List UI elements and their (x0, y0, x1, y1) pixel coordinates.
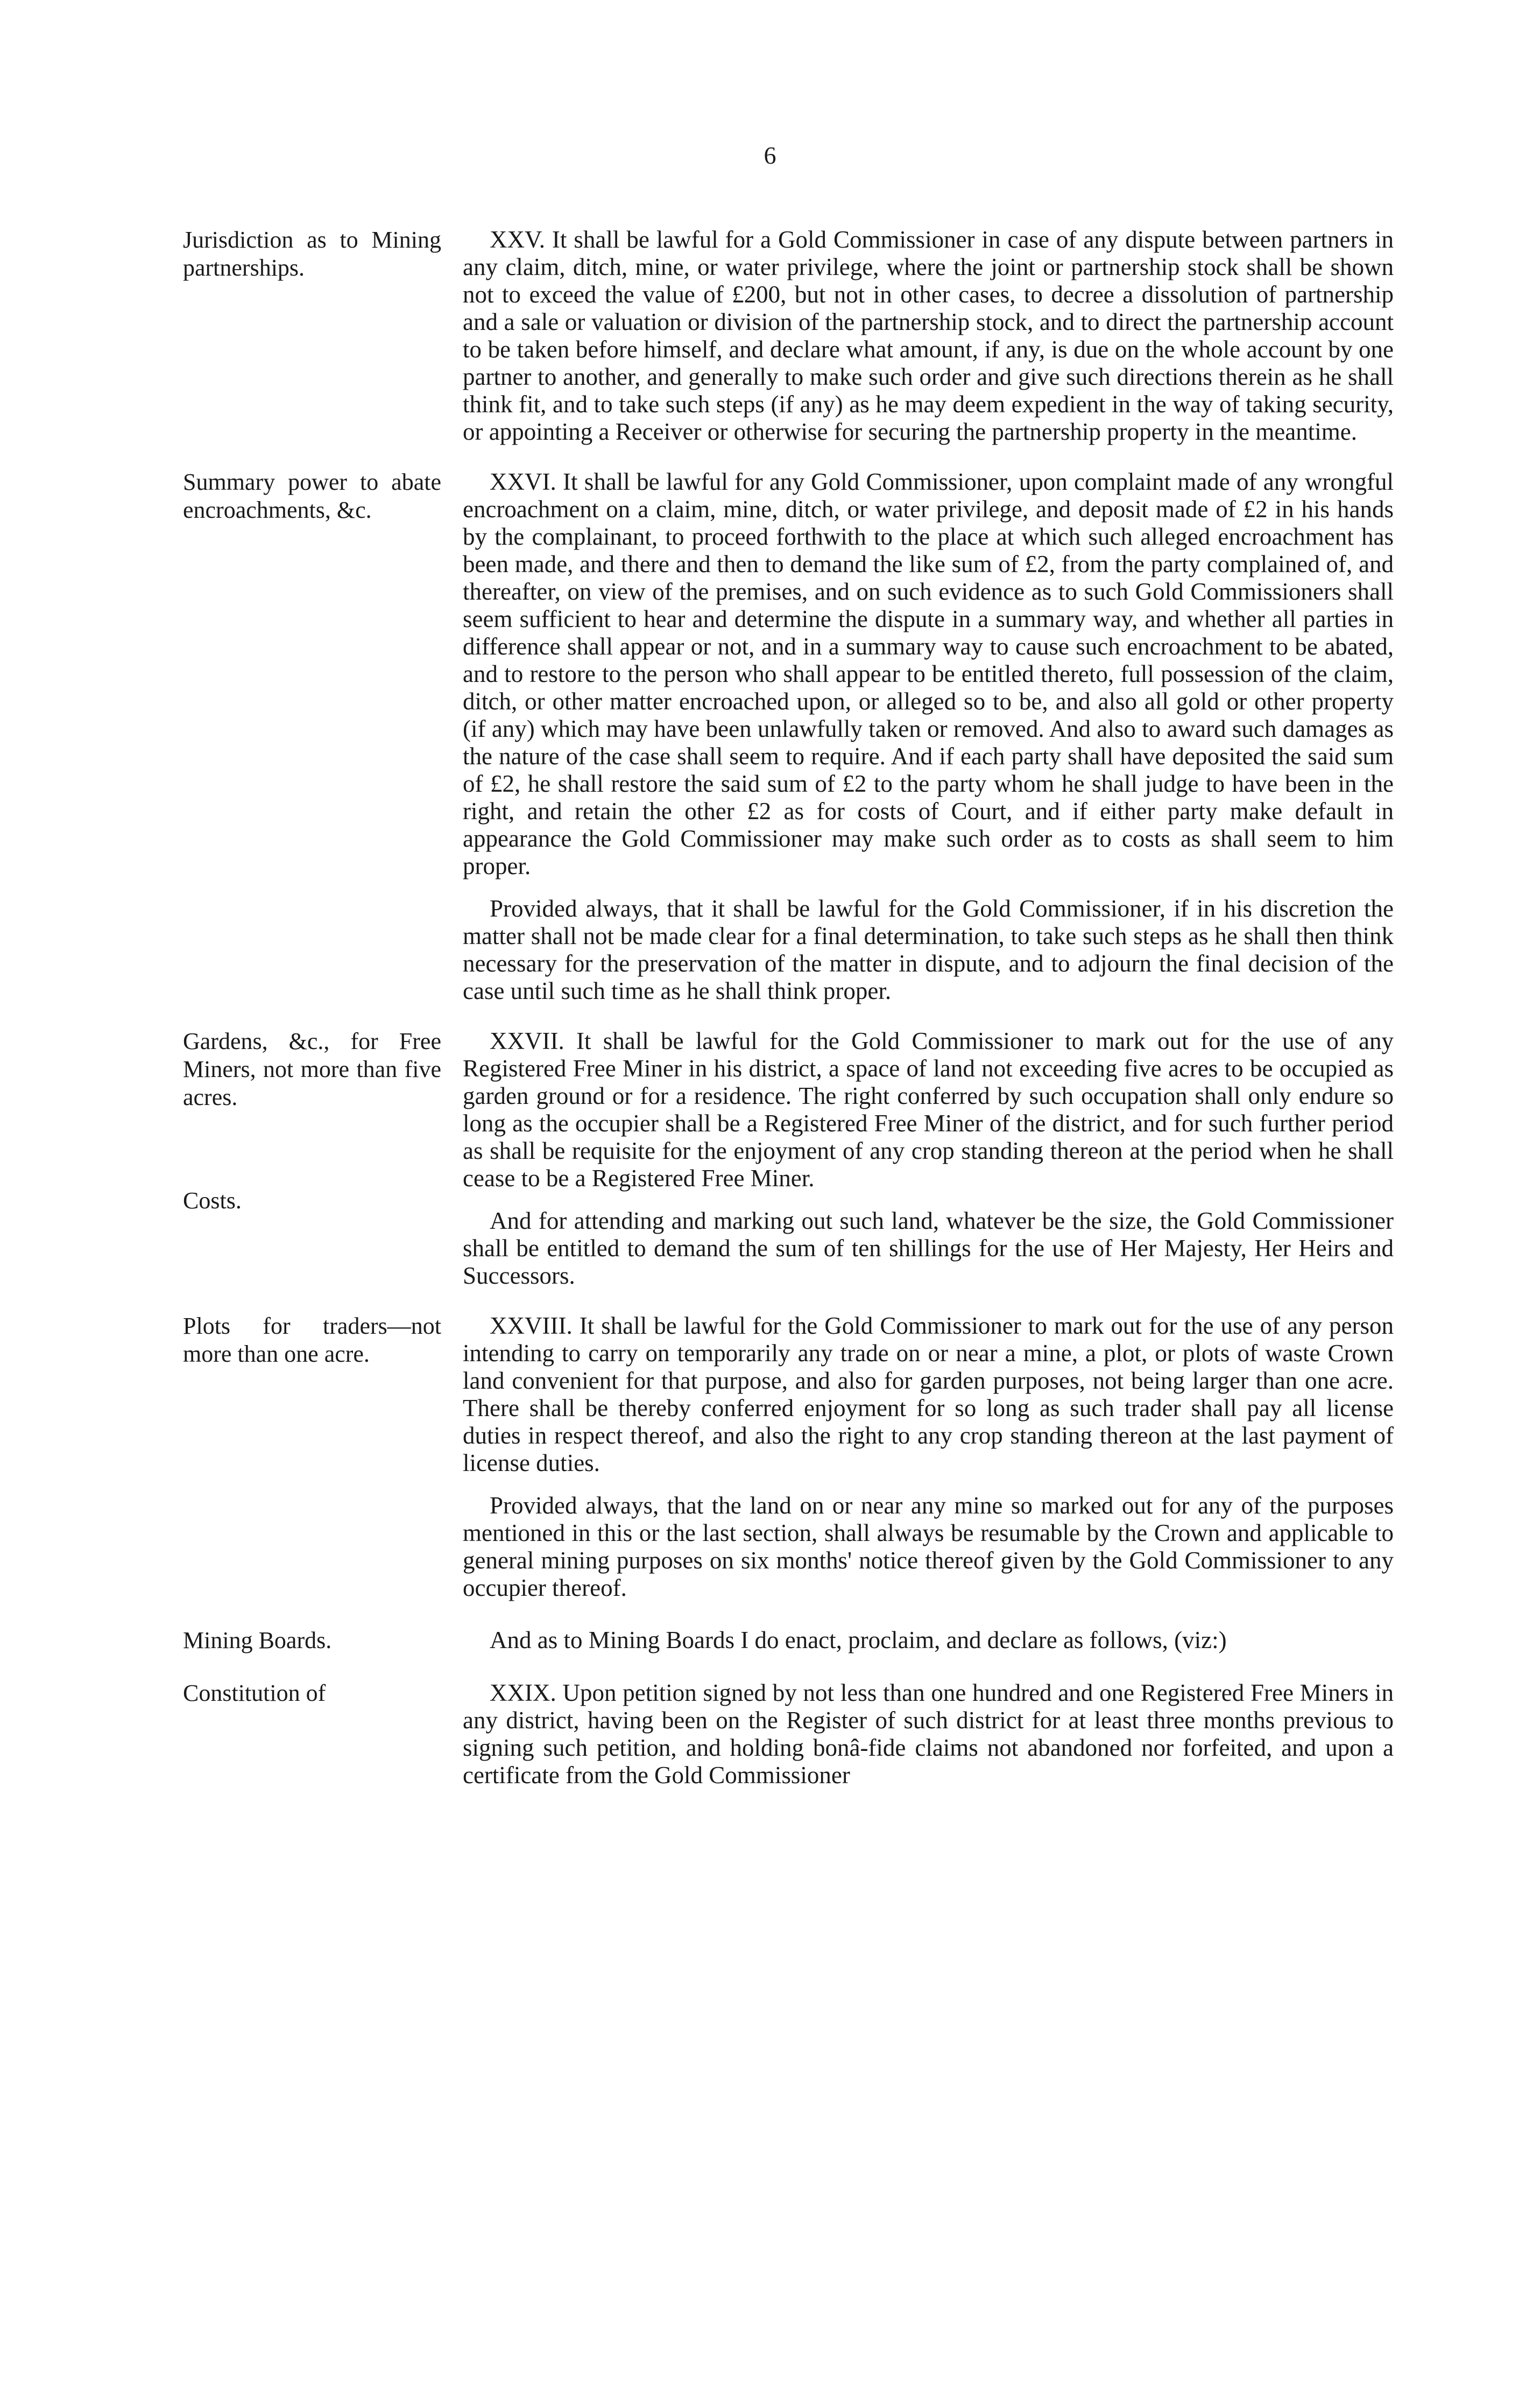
section-xxvii (183, 1027, 1394, 1290)
paragraph: And as to Mining Boards I do enact, proclaim, and declare as follows, (viz:) (490, 1627, 1227, 1653)
section-xxv (183, 226, 1394, 446)
section-xxviii (183, 1312, 1394, 1602)
margin-note: Constitution of (183, 1680, 326, 1706)
document-body (183, 226, 1394, 1789)
section-mining-boards (183, 1627, 1394, 1655)
margin-note: Jurisdiction as to Mining partnerships. (183, 227, 441, 281)
paragraph: XXV. It shall be lawful for a Gold Commissioner in case of any dispute between partners in any claim, ditch, mine, or water privilege, where the joint or partnership stock shall be shown not to exceed the value of £200, but not in other cases, to decree a dissolution of partnership and a sale or valuation or division of the partnership stock, and to direct the partnership account to be taken before himself, and declare what amount, if any, is due on the whole account by one partner to another, and generally to make such order and give such directions therein as he shall think fit, and to take such steps (if any) as he may deem expedient in the way of taking security, or appointing a Receiver or otherwise for securing the partnership property in the meantime. (463, 226, 1394, 445)
section-text (463, 1627, 1394, 1654)
page-number: 6 (764, 142, 776, 169)
margin-note: Plots for traders—not more than one acre. (183, 1313, 441, 1367)
paragraph: And for attending and marking out such land, whatever be the size, the Gold Commissioner shall be entitled to demand the sum of ten shillings for the use of Her Majesty, Her Heirs and Successors. (463, 1207, 1394, 1289)
margin-note: Mining Boards. (183, 1627, 332, 1653)
section-text (463, 226, 1394, 446)
margin-note: Summary power to abate encroachments, &c. (183, 469, 441, 523)
paragraph: XXVII. It shall be lawful for the Gold Commissioner to mark out for the use of any Registered Free Miner in his district, a space of land not exceeding five acres to be occupied as garden ground or for a residence. The right conferred by such occupation shall only endure so long as the occupier shall be a Registered Free Miner of the district, and for such further period as shall be requisite for the enjoyment of any crop standing thereon at the period when he shall cease to be a Registered Free Miner. (463, 1027, 1394, 1192)
section-text (463, 468, 1394, 1005)
paragraph: XXVI. It shall be lawful for any Gold Commissioner, upon complaint made of any wrongful encroachment on a claim, mine, ditch, or water privilege, and deposit made of £2 in his hands by the complainant, to proceed forthwith to the place at which such alleged encroachment has been made, and there and then to demand the like sum of £2, from the party complained of, and thereafter, on view of the premises, and on such evidence as to such Gold Commissioners shall seem sufficient to hear and determine the dispute in a summary way, and whether all parties in difference shall appear or not, and in a summary way to cause such encroachment to be abated, and to restore to the person who shall appear to be entitled thereto, full possession of the claim, ditch, or other matter encroached upon, or alleged so to be, and also all gold or other property (if any) which may have been unlawfully taken or removed. And also to award such damages as the nature of the case shall seem to require. And if each party shall have deposited the said sum of £2, he shall restore the said sum of £2 to the party whom he shall judge to have been in the right, and retain the other £2 as for costs of Court, and if either party make default in appearance the Gold Commissioner may make such order as to costs as shall seem to him proper. (463, 468, 1394, 879)
margin-note: Gardens, &c., for Free Miners, not more than five acres. (183, 1028, 441, 1110)
margin-note-costs: Costs. (183, 1187, 242, 1214)
paragraph: XXVIII. It shall be lawful for the Gold Commissioner to mark out for the use of any person intending to carry on temporarily any trade on or near a mine, a plot, or plots of waste Crown land convenient for that purpose, and also for garden purposes, not being larger than one acre. There shall be thereby conferred enjoyment for so long as such trader shall pay all license duties in respect thereof, and also the right to any crop standing thereon at the last payment of license duties. (463, 1312, 1394, 1476)
section-text (463, 1027, 1394, 1290)
paragraph: XXIX. Upon petition signed by not less than one hundred and one Registered Free Miners in any district, having been on the Register of such district for at least three months previous to signing such petition, and holding bonâ-fide claims not abandoned nor forfeited, and upon a certificate from the Gold Commissioner (463, 1679, 1394, 1789)
section-text (463, 1679, 1394, 1789)
section-text (463, 1312, 1394, 1602)
section-xxix (183, 1679, 1394, 1789)
paragraph: Provided always, that it shall be lawful for the Gold Commissioner, if in his discretion the matter shall not be made clear for a final determination, to take such steps as he shall then think necessary for the preservation of the matter in dispute, and to adjourn the final decision of the case until such time as he shall think proper. (463, 895, 1394, 1004)
paragraph: Provided always, that the land on or near any mine so marked out for any of the purposes mentioned in this or the last section, shall always be resumable by the Crown and applicable to general mining purposes on six months' notice thereof given by the Gold Commissioner to any occupier thereof. (463, 1492, 1394, 1601)
